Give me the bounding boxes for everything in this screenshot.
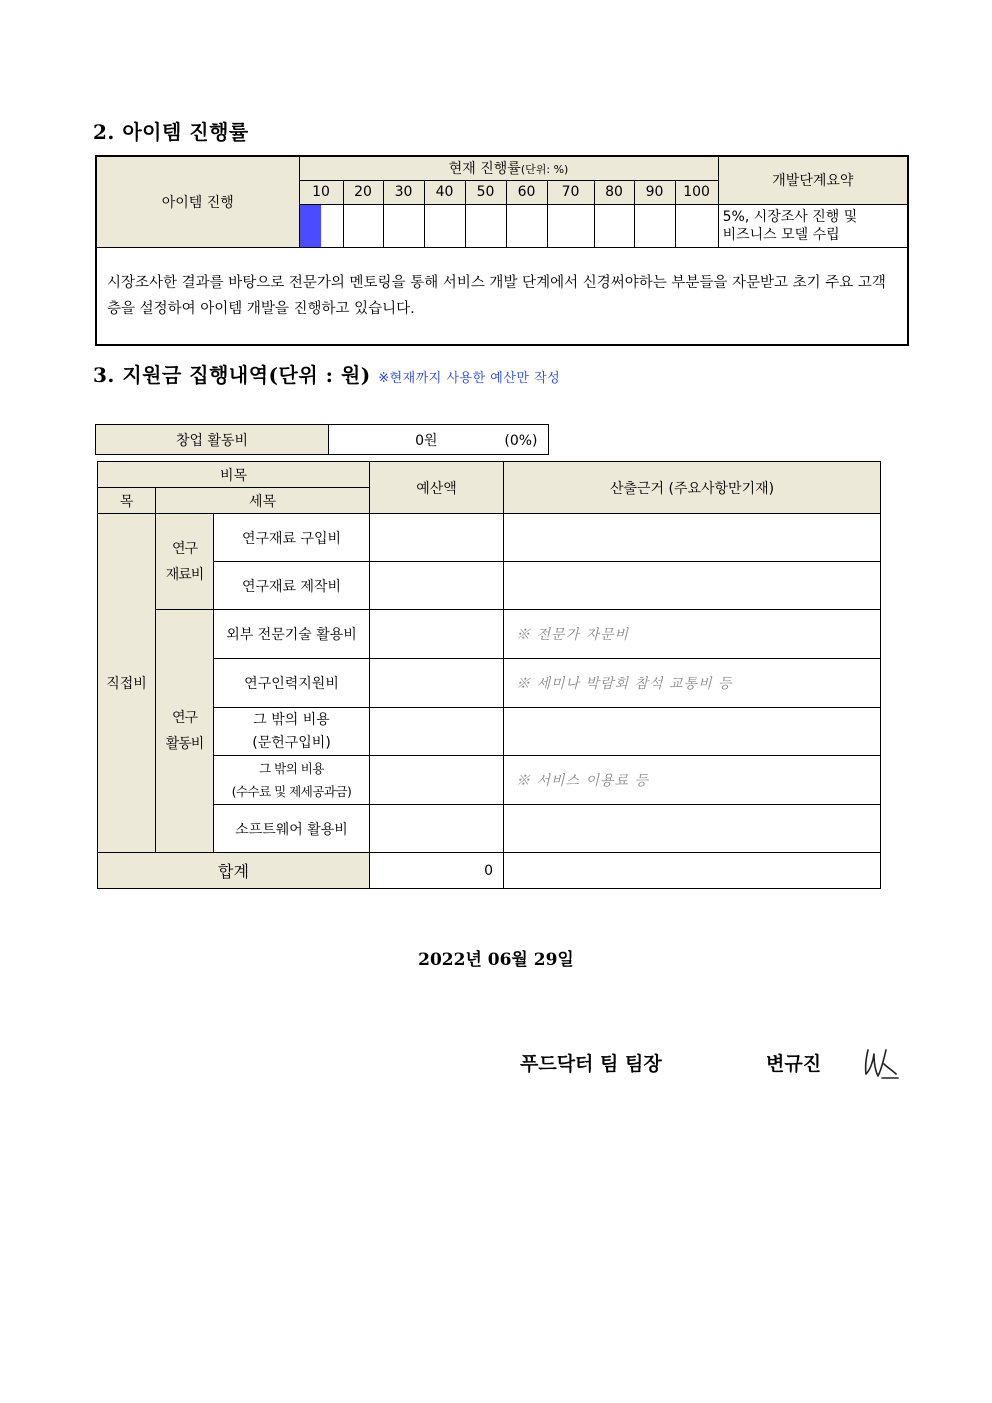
progress-scale-40: 40 [424,180,465,204]
semok-header: 세목 [156,488,370,514]
activity-value [329,425,549,455]
amount-cell-2 [370,610,504,659]
basis-cell-6 [504,805,881,853]
item-label-1: 연구재료 제작비 [214,562,370,610]
basis-cell-1 [504,562,881,610]
item-label-5: 그 밖의 비용 (수수료 및 제세공과금) [214,756,370,805]
total-basis [504,853,881,889]
activity-amount: 0원 [415,432,438,449]
progress-table [95,155,909,346]
budget-table [97,461,881,889]
amount-header: 예산액 [370,462,504,514]
progress-cell-40 [424,204,465,247]
group-research-materials: 연구 재료비 [156,514,214,610]
progress-scale-80: 80 [594,180,634,204]
item-label-0: 연구재료 구입비 [214,514,370,562]
progress-scale-100: 100 [675,180,718,204]
progress-description: 시장조사한 결과를 바탕으로 전문가의 멘토링을 통해 서비스 개발 단계에서 신경써야하는 부분들을 자문받고 초기 주요 고객층을 설정하여 아이템 개발을 진행하고 있습니다. [96,247,908,345]
basis-cell-5: ※ 서비스 이용료 등 [504,756,881,805]
amount-cell-4 [370,708,504,756]
section3-title [93,359,560,388]
activity-percent: (0%) [504,432,538,449]
signature-team: 푸드닥터 팀 팀장 [520,1053,662,1075]
basis-cell-0 [504,514,881,562]
progress-scale-10: 10 [299,180,343,204]
progress-header [299,156,718,180]
summary-line1: 5%, 시장조사 진행 및 [722,208,858,225]
progress-cell-70 [547,204,594,247]
total-label: 합계 [98,853,370,889]
basis-header: 산출근거 (주요사항만기재) [504,462,881,514]
progress-header-unit: (단위: %) [520,163,569,177]
progress-cell-10 [299,204,343,247]
progress-fill-bar [300,205,322,247]
section3-note: ※현재까지 사용한 예산만 작성 [378,371,561,386]
basis-cell-4 [504,708,881,756]
amount-cell-0 [370,514,504,562]
amount-cell-3 [370,659,504,708]
basis-cell-3: ※ 세미나 박람회 참석 교통비 등 [504,659,881,708]
item-label-4: 그 밖의 비용 (문헌구입비) [214,708,370,756]
handwritten-signature-mark [860,1044,900,1080]
summary-line2: 비즈니스 모델 수립 [722,226,840,243]
progress-scale-90: 90 [634,180,675,204]
mok-header: 목 [98,488,156,514]
item-label-6: 소프트웨어 활용비 [214,805,370,853]
item-label-3: 연구인력지원비 [214,659,370,708]
bimok-header: 비목 [98,462,370,488]
section3-title-text: 3. 지원금 집행내역(단위 : 원) [93,363,371,387]
group-research-activity: 연구 활동비 [156,610,214,853]
summary-header: 개발단계요약 [718,156,908,204]
mok-direct-cost: 직접비 [98,514,156,853]
signature-name: 변규진 [766,1053,822,1075]
progress-scale-20: 20 [343,180,383,204]
progress-scale-60: 60 [506,180,547,204]
section2-title: 2. 아이템 진행률 [93,120,249,144]
progress-scale-30: 30 [383,180,424,204]
progress-scale-50: 50 [465,180,506,204]
progress-cell-50 [465,204,506,247]
activity-table [95,424,549,455]
progress-cell-100 [675,204,718,247]
total-value: 0 [370,853,504,889]
progress-cell-80 [594,204,634,247]
progress-header-main: 현재 진행률 [448,161,521,178]
progress-cell-30 [383,204,424,247]
summary-text [718,204,908,247]
progress-cell-90 [634,204,675,247]
activity-label: 창업 활동비 [96,425,329,455]
document-date: 2022년 06월 29일 [418,950,574,970]
amount-cell-1 [370,562,504,610]
item-label-2: 외부 전문기술 활용비 [214,610,370,659]
item-progress-label: 아이템 진행 [96,156,299,247]
progress-cell-20 [343,204,383,247]
progress-scale-70: 70 [547,180,594,204]
amount-cell-5 [370,756,504,805]
basis-cell-2: ※ 전문가 자문비 [504,610,881,659]
progress-cell-60 [506,204,547,247]
amount-cell-6 [370,805,504,853]
